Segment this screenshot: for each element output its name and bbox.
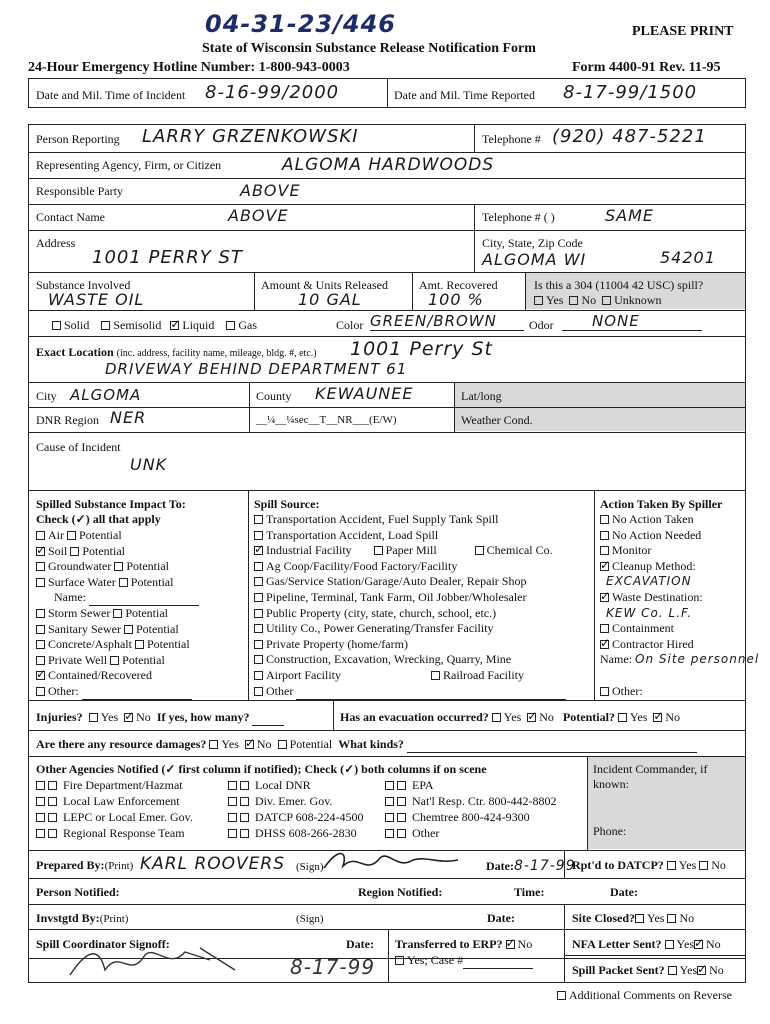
form-number: Form 4400-91 Rev. 11-95 — [572, 60, 721, 75]
semisolid-label: Semisolid — [113, 318, 162, 332]
impact-item — [36, 653, 165, 668]
agency-label: Div. Emer. Gov. — [255, 794, 333, 808]
agency-item — [385, 826, 439, 841]
source-box[interactable] — [254, 515, 263, 524]
please-print: PLEASE PRINT — [632, 24, 734, 39]
impact-label: Storm Sewer — [48, 606, 111, 620]
cleanup-box[interactable] — [600, 562, 609, 571]
evac-pot-yes-box[interactable] — [618, 713, 627, 722]
impact-box[interactable] — [36, 640, 45, 649]
erp-no-box[interactable] — [506, 940, 515, 949]
agency-onscene-box[interactable] — [240, 797, 249, 806]
source-title: Spill Source: — [254, 497, 320, 511]
impact-item — [36, 637, 190, 652]
action-list — [600, 512, 759, 699]
source-item — [254, 590, 526, 605]
telephone1-value[interactable]: (920) 487-5221 — [552, 126, 707, 147]
resource-row: Are there any resource damages? Yes ✓ No Potential What kinds? — [36, 737, 697, 753]
monitor-label: Monitor — [612, 543, 652, 558]
source-box[interactable] — [254, 562, 263, 571]
impact-box[interactable] — [36, 562, 45, 571]
no-action-box[interactable] — [600, 515, 609, 524]
agency-item — [36, 826, 185, 841]
cause-label: Cause of Incident — [36, 440, 121, 454]
waste-value[interactable]: KEW Co. L.F. — [606, 605, 693, 620]
action-name-value[interactable]: On Site personnel — [635, 652, 760, 667]
impact-item — [36, 544, 125, 559]
spill304-unknown: Unknown — [614, 293, 662, 307]
evac-no-box[interactable] — [527, 713, 536, 722]
liquid-box[interactable] — [170, 321, 179, 330]
bottom-row — [28, 959, 746, 983]
source-item — [254, 606, 496, 621]
hotline: 24-Hour Emergency Hotline Number: 1-800-943-0003 — [28, 60, 350, 75]
impact-potential-box[interactable] — [135, 640, 144, 649]
substance-label: Substance Involved — [36, 278, 131, 292]
source-item — [254, 652, 511, 667]
agency-label: DHSS 608-266-2830 — [255, 826, 357, 840]
agency-notified-box[interactable] — [228, 781, 237, 790]
resource-no-box[interactable] — [245, 740, 254, 749]
commander-label: Incident Commander, if known: — [593, 762, 708, 791]
agency-item — [385, 810, 530, 825]
source-box-3[interactable] — [475, 546, 484, 555]
no-needed-box[interactable] — [600, 531, 609, 540]
resource-pot-box[interactable] — [278, 740, 287, 749]
exact-location-label: Exact Location (inc. address, facility name, mileage, bldg. #, etc.) — [36, 345, 317, 359]
datcp-row: Rpt'd to DATCP? Yes No — [572, 858, 726, 872]
recovered-value[interactable]: 100 % — [428, 290, 484, 309]
impact-potential-box[interactable] — [70, 547, 79, 556]
source-box[interactable] — [254, 671, 263, 680]
telephone1-label: Telephone # — [482, 132, 541, 146]
dnr-label: DNR Region — [36, 413, 99, 427]
form-title: State of Wisconsin Substance Release Notification Form — [202, 41, 536, 56]
city-label: City — [36, 389, 57, 403]
injuries-no-box[interactable] — [124, 713, 133, 722]
representing-value[interactable]: ALGOMA HARDWOODS — [282, 155, 495, 175]
notified-time-label: Time: — [514, 885, 545, 899]
impact-box[interactable] — [36, 656, 45, 665]
incident-value[interactable]: 8-16-99/2000 — [205, 82, 340, 103]
notified-date-label: Date: — [610, 885, 638, 899]
impact-label: Name: — [54, 590, 86, 605]
city-state-zip-value[interactable]: ALGOMA WI — [482, 250, 587, 269]
agency-item — [228, 778, 311, 793]
nfa-yes-box[interactable] — [665, 940, 674, 949]
source-box[interactable] — [254, 640, 263, 649]
source-item — [254, 528, 438, 543]
impact-item — [36, 575, 173, 590]
agency-notified-box[interactable] — [36, 813, 45, 822]
prepared-label-group: Prepared By:(Print) — [36, 858, 134, 872]
impact-item — [36, 559, 169, 574]
impact-label: Other: — [48, 684, 79, 698]
incident-label: Date and Mil. Time of Incident — [36, 88, 186, 102]
spill304-options — [534, 293, 661, 308]
liquid-label: Liquid — [182, 318, 215, 332]
amount-value[interactable]: 10 GAL — [298, 290, 362, 309]
spill304-no: No — [581, 293, 597, 307]
representing-label: Representing Agency, Firm, or Citizen — [36, 158, 222, 172]
spill304-label: Is this a 304 (11004 42 USC) spill? — [534, 278, 704, 292]
source-label: Public Property (city, state, church, school, etc.) — [266, 605, 497, 620]
source-label: Ag Coop/Facility/Food Factory/Facility — [266, 558, 458, 573]
impact-potential-label: Potential — [126, 559, 169, 574]
coordinator-label: Spill Coordinator Signoff: — [36, 937, 170, 951]
telephone2-value[interactable]: SAME — [605, 206, 655, 225]
packet-row: Spill Packet Sent? Yes✓ No — [572, 963, 724, 978]
agency-onscene-box[interactable] — [240, 813, 249, 822]
agency-onscene-box[interactable] — [48, 797, 57, 806]
impact-item — [36, 528, 122, 543]
source-item — [254, 684, 566, 700]
impact-label: Concrete/Asphalt — [48, 637, 132, 652]
gas-box[interactable] — [226, 321, 235, 330]
agency-notified-box[interactable] — [385, 813, 394, 822]
nfa-row: NFA Letter Sent? Yes✓ No — [572, 937, 721, 952]
agency-onscene-box[interactable] — [48, 781, 57, 790]
impact-box[interactable] — [36, 547, 45, 556]
action-other-label: Other: — [612, 683, 643, 698]
agency-notified-box[interactable] — [36, 781, 45, 790]
file-number: 04-31-23/446 — [205, 10, 396, 38]
agency-label: Chemtree 800-424-9300 — [412, 810, 530, 824]
impact-item — [36, 606, 168, 621]
agency-notified-box[interactable] — [228, 829, 237, 838]
impact-item — [36, 668, 152, 683]
gas-label: Gas — [238, 318, 258, 332]
prepared-signature — [318, 846, 468, 876]
dnr-value[interactable]: NER — [110, 408, 147, 427]
impact-box[interactable] — [36, 687, 45, 696]
person-reporting-value[interactable]: LARRY GRZENKOWSKI — [142, 126, 359, 147]
agency-item — [228, 810, 364, 825]
spill304-yes: Yes — [546, 293, 564, 307]
responsible-value[interactable]: ABOVE — [240, 181, 301, 200]
source-item — [254, 559, 457, 574]
action-title: Action Taken By Spiller — [600, 497, 723, 511]
impact-item — [36, 590, 199, 606]
impact-label: Soil — [48, 543, 68, 558]
responsible-label: Responsible Party — [36, 184, 123, 198]
reported-value[interactable]: 8-17-99/1500 — [563, 82, 698, 103]
address-label: Address — [36, 236, 76, 250]
substance-value[interactable]: WASTE OIL — [48, 290, 145, 309]
agency-notified-box[interactable] — [228, 813, 237, 822]
address-value[interactable]: 1001 PERRY ST — [92, 247, 243, 268]
source-label-2: Paper Mill — [385, 543, 437, 558]
prepared-date-group: Date:8-17-99 — [486, 858, 576, 874]
injuries-yes-box[interactable] — [89, 713, 98, 722]
impact-label: Private Well — [48, 652, 108, 667]
color-label: Color — [336, 318, 364, 332]
agency-notified-box[interactable] — [36, 797, 45, 806]
impact-box[interactable] — [36, 609, 45, 618]
cause-value[interactable]: UNK — [130, 455, 168, 474]
impact-label: Groundwater — [48, 559, 112, 574]
evacuation-row: Has an evacuation occurred? Yes ✓ No Potential? Yes ✓ No — [340, 710, 680, 725]
semisolid-box[interactable] — [101, 321, 110, 330]
source-item — [254, 543, 553, 558]
additional-box[interactable] — [557, 991, 566, 1000]
monitor-box[interactable] — [600, 546, 609, 555]
datcp-no-box[interactable] — [699, 861, 708, 870]
impact-potential-box[interactable] — [114, 562, 123, 571]
source-box[interactable] — [254, 655, 263, 664]
action-other-box[interactable] — [600, 687, 609, 696]
agency-item — [228, 826, 357, 841]
source-label: Gas/Service Station/Garage/Auto Dealer, Repair Shop — [266, 574, 527, 589]
no-action-label: No Action Taken — [612, 512, 694, 526]
agency-onscene-box[interactable] — [240, 829, 249, 838]
impact-box[interactable] — [36, 625, 45, 634]
person-reporting-label: Person Reporting — [36, 132, 120, 146]
impact-potential-label: Potential — [130, 574, 174, 589]
source-label: Construction, Excavation, Wrecking, Quarry, Mine — [266, 652, 512, 667]
impact-label: Surface Water — [48, 574, 116, 589]
invstgtd-date-label: Date: — [487, 911, 515, 925]
impact-potential-box[interactable] — [124, 625, 133, 634]
agencies-title: Other Agencies Notified (✓ first column if notified); Check (✓) both columns if on scene — [36, 762, 487, 776]
exact-location-value2[interactable]: DRIVEWAY BEHIND DEPARTMENT 61 — [105, 360, 408, 378]
source-box[interactable] — [254, 687, 263, 696]
impact-potential-label: Potential — [146, 637, 190, 652]
source-box-2[interactable] — [431, 671, 440, 680]
agency-item — [36, 810, 193, 825]
impact-potential-box[interactable] — [67, 531, 76, 540]
evac-yes-box[interactable] — [492, 713, 501, 722]
source-item — [254, 668, 524, 683]
agency-item — [385, 794, 557, 809]
spill304-unknown-box[interactable] — [602, 296, 611, 305]
source-item — [254, 512, 499, 527]
resource-yes-box[interactable] — [209, 740, 218, 749]
spill304-yes-box[interactable] — [534, 296, 543, 305]
odor-value[interactable]: NONE — [562, 312, 702, 331]
additional-row — [557, 988, 732, 1003]
impact-potential-label: Potential — [79, 528, 122, 542]
source-label: Transportation Accident, Load Spill — [266, 527, 439, 542]
impact-label: Contained/Recovered — [48, 668, 152, 683]
source-item — [254, 637, 408, 652]
region-notified-label: Region Notified: — [358, 885, 443, 899]
additional-label: Additional Comments on Reverse — [569, 988, 732, 1002]
odor-label: Odor — [529, 318, 554, 332]
site-no-box[interactable] — [667, 914, 676, 923]
source-box[interactable] — [254, 593, 263, 602]
agency-label: Local Law Enforcement — [63, 794, 180, 808]
coordinator-date-label: Date: — [346, 937, 374, 951]
zip-value[interactable]: 54201 — [660, 248, 716, 267]
site-yes-box[interactable] — [635, 914, 644, 923]
agency-onscene-box[interactable] — [240, 781, 249, 790]
agency-label: EPA — [412, 778, 434, 792]
impact-potential-label: Potential — [135, 621, 179, 636]
impact-potential-label: Potential — [82, 543, 126, 558]
color-value[interactable]: GREEN/BROWN — [370, 312, 524, 331]
impact-box[interactable] — [36, 578, 45, 587]
agency-notified-box[interactable] — [385, 829, 394, 838]
latlong-label: Lat/long — [461, 389, 502, 403]
injuries-row: Injuries? Yes ✓ No If yes, how many? — [36, 710, 284, 726]
impact-label: Air — [48, 528, 64, 542]
prepared-sign-label: (Sign) — [296, 861, 324, 873]
spill304-no-box[interactable] — [569, 296, 578, 305]
cleanup-value[interactable]: EXCAVATION — [606, 574, 692, 589]
city-state-zip-label: City, State, Zip Code — [482, 236, 583, 250]
source-box[interactable] — [254, 609, 263, 618]
source-label: Industrial Facility — [266, 543, 352, 558]
source-label: Pipeline, Terminal, Tank Farm, Oil Jobber/Wholesaler — [266, 590, 527, 604]
agency-item — [36, 794, 180, 809]
agency-label: Local DNR — [255, 778, 311, 792]
agency-onscene-box[interactable] — [48, 829, 57, 838]
contact-value[interactable]: ABOVE — [228, 206, 289, 225]
person-notified-label: Person Notified: — [36, 885, 120, 899]
agency-notified-box[interactable] — [385, 781, 394, 790]
impact-potential-box[interactable] — [119, 578, 128, 587]
source-label-3: Chemical Co. — [486, 543, 553, 558]
source-box-2[interactable] — [374, 546, 383, 555]
source-label: Transportation Accident, Fuel Supply Tank Spill — [266, 512, 499, 526]
weather-label: Weather Cond. — [461, 413, 533, 427]
impact-box[interactable] — [36, 531, 45, 540]
impact-box[interactable] — [36, 671, 45, 680]
solid-box[interactable] — [52, 321, 61, 330]
cleanup-label: Cleanup Method: — [612, 558, 696, 573]
source-label: Airport Facility — [266, 668, 341, 682]
prepared-value[interactable]: KARL ROOVERS — [140, 854, 286, 874]
agency-onscene-box[interactable] — [397, 781, 406, 790]
erp-yes-row: Yes; Case # — [395, 953, 533, 969]
site-closed-row: Site Closed? Yes No — [572, 911, 695, 925]
solid-label: Solid — [64, 318, 90, 332]
invstgtd-sign-label: (Sign) — [296, 913, 324, 925]
agency-label: Other — [412, 826, 440, 840]
agency-label: DATCP 608-224-4500 — [255, 810, 364, 824]
reported-label: Date and Mil. Time Reported — [394, 88, 535, 102]
agency-notified-box[interactable] — [36, 829, 45, 838]
state-options — [52, 318, 257, 333]
containment-box[interactable] — [600, 624, 609, 633]
nfa-no-box[interactable] — [694, 940, 703, 949]
agency-notified-box[interactable] — [385, 797, 394, 806]
city-value[interactable]: ALGOMA — [70, 386, 142, 404]
impact-potential-box[interactable] — [110, 656, 119, 665]
agency-onscene-box[interactable] — [397, 797, 406, 806]
source-label-2: Railroad Facility — [443, 668, 524, 682]
source-label: Private Property (home/farm) — [266, 636, 408, 651]
agency-onscene-box[interactable] — [48, 813, 57, 822]
source-box[interactable] — [254, 531, 263, 540]
contact-label: Contact Name — [36, 210, 105, 224]
amount-label: Amount & Units Released — [261, 278, 388, 292]
agency-item — [385, 778, 434, 793]
contractor-label: Contractor Hired — [612, 636, 694, 651]
county-label: County — [256, 389, 292, 403]
source-item — [254, 574, 526, 589]
no-needed-label: No Action Needed — [612, 527, 702, 542]
evac-pot-no-box[interactable] — [653, 713, 662, 722]
agency-label: LEPC or Local Emer. Gov. — [63, 810, 193, 824]
source-item — [254, 621, 494, 636]
impact-item — [36, 622, 179, 637]
agency-item — [228, 794, 332, 809]
source-box[interactable] — [254, 577, 263, 586]
telephone2-label: Telephone # ( ) — [482, 210, 555, 224]
source-box[interactable] — [254, 546, 263, 555]
datcp-yes-box[interactable] — [667, 861, 676, 870]
quarter-section: __¼__¼sec__T__NR___(E/W) — [256, 414, 397, 426]
agency-onscene-box[interactable] — [397, 813, 406, 822]
impact-potential-box[interactable] — [113, 609, 122, 618]
source-label: Utility Co., Power Generating/Transfer Facility — [266, 621, 494, 636]
waste-label: Waste Destination: — [612, 589, 703, 604]
action-name-label: Name: — [600, 652, 632, 667]
commander-phone-label: Phone: — [593, 824, 627, 838]
source-label: Other — [266, 683, 294, 698]
impact-title: Spilled Substance Impact To: — [36, 497, 186, 511]
exact-location-value1[interactable]: 1001 Perry St — [350, 338, 493, 360]
impact-sub: Check (✓) all that apply — [36, 512, 161, 526]
impact-potential-label: Potential — [125, 606, 168, 620]
agency-label: Regional Response Team — [63, 826, 185, 840]
agency-item — [36, 778, 183, 793]
erp-row: Transferred to ERP? ✓ No — [395, 937, 532, 952]
waste-box[interactable] — [600, 593, 609, 602]
contractor-box[interactable] — [600, 640, 609, 649]
agency-label: Fire Department/Hazmat — [63, 778, 183, 792]
impact-item — [36, 684, 192, 700]
coordinator-date-value[interactable]: 8-17-99 — [290, 955, 376, 979]
containment-label: Containment — [612, 621, 674, 636]
impact-potential-label: Potential — [122, 652, 165, 667]
recovered-label: Amt. Recovered — [419, 278, 498, 292]
agency-notified-box[interactable] — [228, 797, 237, 806]
county-value[interactable]: KEWAUNEE — [315, 384, 414, 403]
invstgtd-group: Invstgtd By:(Print) — [36, 911, 129, 925]
agency-label: Nat'l Resp. Ctr. 800-442-8802 — [412, 794, 557, 808]
agency-onscene-box[interactable] — [397, 829, 406, 838]
source-box[interactable] — [254, 624, 263, 633]
impact-label: Sanitary Sewer — [48, 621, 121, 636]
prepared-date-value[interactable]: 8-17-99 — [513, 858, 576, 874]
